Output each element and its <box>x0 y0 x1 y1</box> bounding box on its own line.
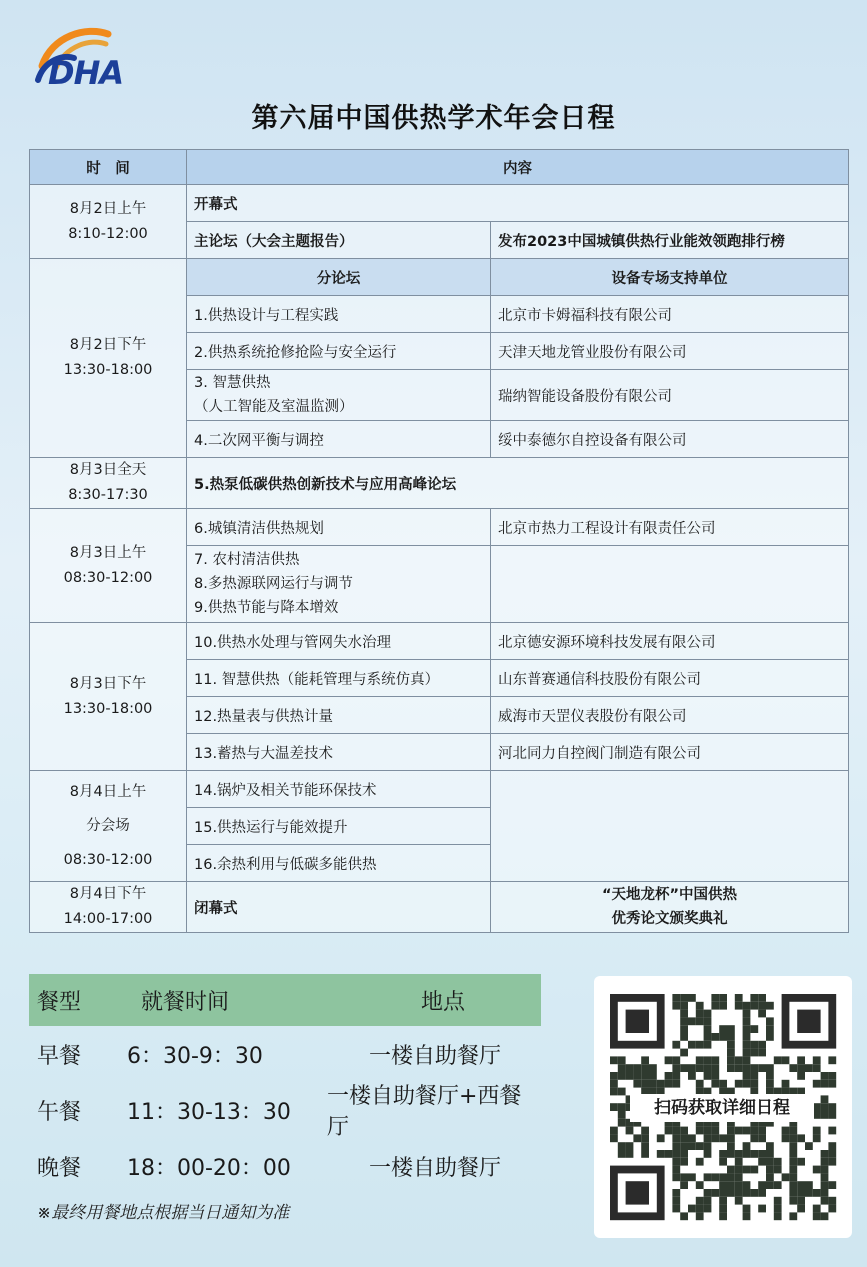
table-row <box>30 509 849 546</box>
meal-header <box>29 974 541 1026</box>
topic: 14.锅炉及相关节能环保技术 <box>187 771 491 808</box>
table-row <box>30 623 849 660</box>
meal-type-header: 餐型 <box>37 989 82 1015</box>
qr-label: 扫码获取详细日程 <box>630 1094 814 1122</box>
meal-row <box>29 1138 541 1194</box>
topic: 7. 农村清洁供热 8.多热源联网运行与调节 9.供热节能与降本增效 <box>187 546 491 623</box>
meal-type: 午餐 <box>37 1099 82 1125</box>
sponsor-empty <box>491 546 849 623</box>
support-unit-header: 设备专场支持单位 <box>491 259 849 296</box>
dha-logo <box>34 24 184 94</box>
meal-time-header: 就餐时间 <box>141 989 230 1015</box>
sponsor: 北京德安源环境科技发展有限公司 <box>491 623 849 660</box>
sub-forum-header: 分论坛 <box>187 259 491 296</box>
table-header-row <box>30 150 849 185</box>
sponsor: 天津天地龙管业股份有限公司 <box>491 333 849 370</box>
meal-type: 晚餐 <box>37 1155 82 1181</box>
topic: 15.供热运行与能效提升 <box>187 808 491 845</box>
header-content: 内容 <box>187 150 849 185</box>
time-cell: 8月4日上午 分会场 08:30-12:00 <box>30 771 187 882</box>
table-row <box>30 771 849 808</box>
meal-type: 早餐 <box>37 1043 82 1069</box>
ranking-release: 发布2023中国城镇供热行业能效领跑排行榜 <box>491 222 849 259</box>
topic: 11. 智慧供热（能耗管理与系统仿真） <box>187 660 491 697</box>
meal-table <box>29 974 541 1236</box>
table-row <box>30 185 849 222</box>
topic: 2.供热系统抢修抢险与安全运行 <box>187 333 491 370</box>
header-time: 时 间 <box>30 150 187 185</box>
topic: 13.蓄热与大温差技术 <box>187 734 491 771</box>
meal-place-header: 地点 <box>421 989 466 1015</box>
topic: 3. 智慧供热 （人工智能及室温监测） <box>187 370 491 421</box>
sponsor: 河北同力自控阀门制造有限公司 <box>491 734 849 771</box>
meal-row <box>29 1082 541 1138</box>
time-cell: 8月2日上午 8:10-12:00 <box>30 185 187 259</box>
page-title: 第六届中国供热学术年会日程 <box>251 103 616 134</box>
sponsor-empty <box>491 771 849 882</box>
meal-place: 一楼自助餐厅 <box>369 1043 502 1069</box>
meal-time: 11：30-13：30 <box>127 1099 291 1125</box>
topic: 16.余热利用与低碳多能供热 <box>187 845 491 882</box>
meal-note: ※最终用餐地点根据当日通知为准 <box>37 1203 290 1223</box>
time-cell: 8月4日下午 14:00-17:00 <box>30 882 187 933</box>
topic: 4.二次网平衡与调控 <box>187 421 491 458</box>
meal-time: 6：30-9：30 <box>127 1043 263 1069</box>
table-row <box>30 882 849 933</box>
sponsor: 北京市热力工程设计有限责任公司 <box>491 509 849 546</box>
closing-ceremony: 闭幕式 <box>187 882 491 933</box>
meal-time: 18：00-20：00 <box>127 1155 291 1181</box>
time-cell: 8月3日下午 13:30-18:00 <box>30 623 187 771</box>
award-ceremony: “天地龙杯”中国供热 优秀论文颁奖典礼 <box>491 882 849 933</box>
time-cell: 8月3日全天 8:30-17:30 <box>30 458 187 509</box>
sponsor: 绥中泰德尔自控设备有限公司 <box>491 421 849 458</box>
topic: 1.供热设计与工程实践 <box>187 296 491 333</box>
opening-ceremony: 开幕式 <box>187 185 849 222</box>
meal-row <box>29 1026 541 1082</box>
heat-pump-forum: 5.热泵低碳供热创新技术与应用高峰论坛 <box>187 458 849 509</box>
meal-place: 一楼自助餐厅+西餐厅 <box>327 1084 522 1140</box>
topic: 10.供热水处理与管网失水治理 <box>187 623 491 660</box>
time-cell: 8月2日下午 13:30-18:00 <box>30 259 187 458</box>
sponsor: 山东普赛通信科技股份有限公司 <box>491 660 849 697</box>
sponsor: 瑞纳智能设备股份有限公司 <box>491 370 849 421</box>
sponsor: 威海市天罡仪表股份有限公司 <box>491 697 849 734</box>
sponsor: 北京市卡姆福科技有限公司 <box>491 296 849 333</box>
meal-place: 一楼自助餐厅 <box>369 1155 502 1181</box>
table-row <box>30 458 849 509</box>
table-row <box>30 259 849 296</box>
time-cell: 8月3日上午 08:30-12:00 <box>30 509 187 623</box>
main-forum: 主论坛（大会主题报告） <box>187 222 491 259</box>
topic: 12.热量表与供热计量 <box>187 697 491 734</box>
topic: 6.城镇清洁供热规划 <box>187 509 491 546</box>
schedule-table <box>29 149 849 933</box>
logo-text: DHA <box>48 54 124 92</box>
